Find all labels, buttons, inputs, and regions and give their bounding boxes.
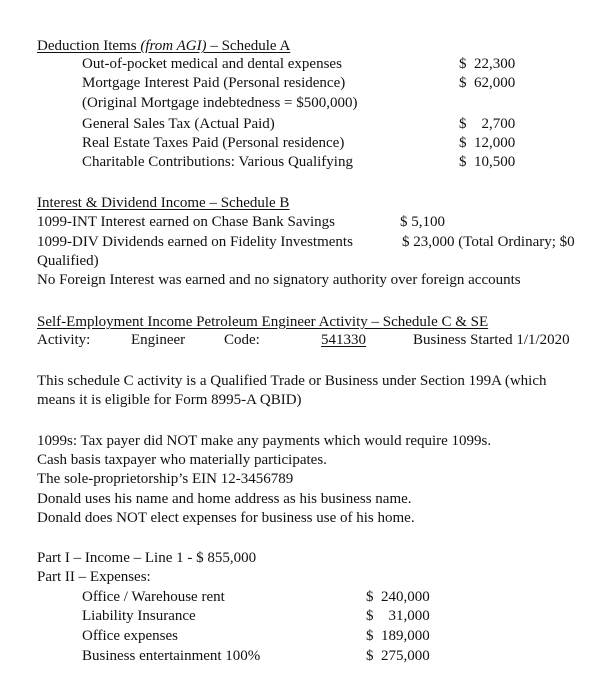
code-value: 541330 bbox=[321, 332, 366, 348]
schedule-a-heading-suffix: – Schedule A bbox=[206, 38, 291, 54]
schedule-a-item-label: (Original Mortgage indebtedness = $500,000) bbox=[82, 95, 358, 111]
schedule-a-heading-prefix: Deduction Items bbox=[37, 38, 141, 54]
expense-amount: $ 240,000 bbox=[366, 589, 430, 605]
expense-amount: $ 189,000 bbox=[366, 628, 430, 644]
note-line: Cash basis taxpayer who materially participates. bbox=[37, 452, 327, 468]
schedule-a-heading-italic: (from AGI) bbox=[140, 38, 207, 54]
note-line: Donald uses his name and home address as his business name. bbox=[37, 491, 412, 507]
expense-amount: $ 31,000 bbox=[366, 608, 430, 624]
schedule-a-item-label: Real Estate Taxes Paid (Personal residence) bbox=[82, 135, 345, 151]
schedule-a-item-label: Out-of-pocket medical and dental expenses bbox=[82, 56, 342, 72]
note-line: Donald does NOT elect expenses for business use of his home. bbox=[37, 510, 415, 526]
note-line: 1099s: Tax payer did NOT make any payments which would require 1099s. bbox=[37, 433, 492, 449]
activity-value: Engineer bbox=[131, 332, 186, 348]
int-line: 1099-INT Interest earned on Chase Bank Savings bbox=[37, 214, 335, 230]
qbi-line-2: means it is eligible for Form 8995-A QBID) bbox=[37, 392, 302, 408]
activity-label: Activity: bbox=[37, 332, 91, 348]
schedule-c-heading: Self-Employment Income Petroleum Engineer Activity – Schedule C & SE bbox=[37, 314, 489, 330]
business-started: Business Started 1/1/2020 bbox=[413, 332, 570, 348]
div-line: 1099-DIV Dividends earned on Fidelity Investments bbox=[37, 234, 353, 250]
expense-label: Office expenses bbox=[82, 628, 178, 644]
div-continuation: Qualified) bbox=[37, 253, 99, 269]
schedule-b-heading: Interest & Dividend Income – Schedule B bbox=[37, 195, 290, 211]
code-label: Code: bbox=[224, 332, 260, 348]
schedule-a-item-amount: $ 62,000 bbox=[459, 75, 516, 91]
schedule-a-item-label: General Sales Tax (Actual Paid) bbox=[82, 116, 275, 132]
part-2-expenses: Part II – Expenses: bbox=[37, 569, 151, 585]
expense-amount: $ 275,000 bbox=[366, 648, 430, 664]
schedule-a-item-label: Mortgage Interest Paid (Personal residence) bbox=[82, 75, 346, 91]
div-amount: $ 23,000 (Total Ordinary; $0 bbox=[402, 234, 575, 250]
schedule-a-item-amount: $ 10,500 bbox=[459, 154, 516, 170]
qbi-line-1: This schedule C activity is a Qualified Trade or Business under Section 199A (which bbox=[37, 373, 547, 389]
int-amount: $ 5,100 bbox=[400, 214, 445, 230]
schedule-a-item-amount: $ 12,000 bbox=[459, 135, 516, 151]
note-line: The sole-proprietorship’s EIN 12-3456789 bbox=[37, 471, 294, 487]
schedule-a-heading bbox=[37, 36, 290, 56]
expense-label: Liability Insurance bbox=[82, 608, 196, 624]
foreign-note: No Foreign Interest was earned and no signatory authority over foreign accounts bbox=[37, 272, 521, 288]
expense-label: Office / Warehouse rent bbox=[82, 589, 225, 605]
expense-label: Business entertainment 100% bbox=[82, 648, 261, 664]
schedule-a-item-amount: $ 2,700 bbox=[459, 116, 516, 132]
schedule-a-item-label: Charitable Contributions: Various Qualifying bbox=[82, 154, 353, 170]
schedule-a-item-amount: $ 22,300 bbox=[459, 56, 516, 72]
part-1-income: Part I – Income – Line 1 - $ 855,000 bbox=[37, 550, 257, 566]
